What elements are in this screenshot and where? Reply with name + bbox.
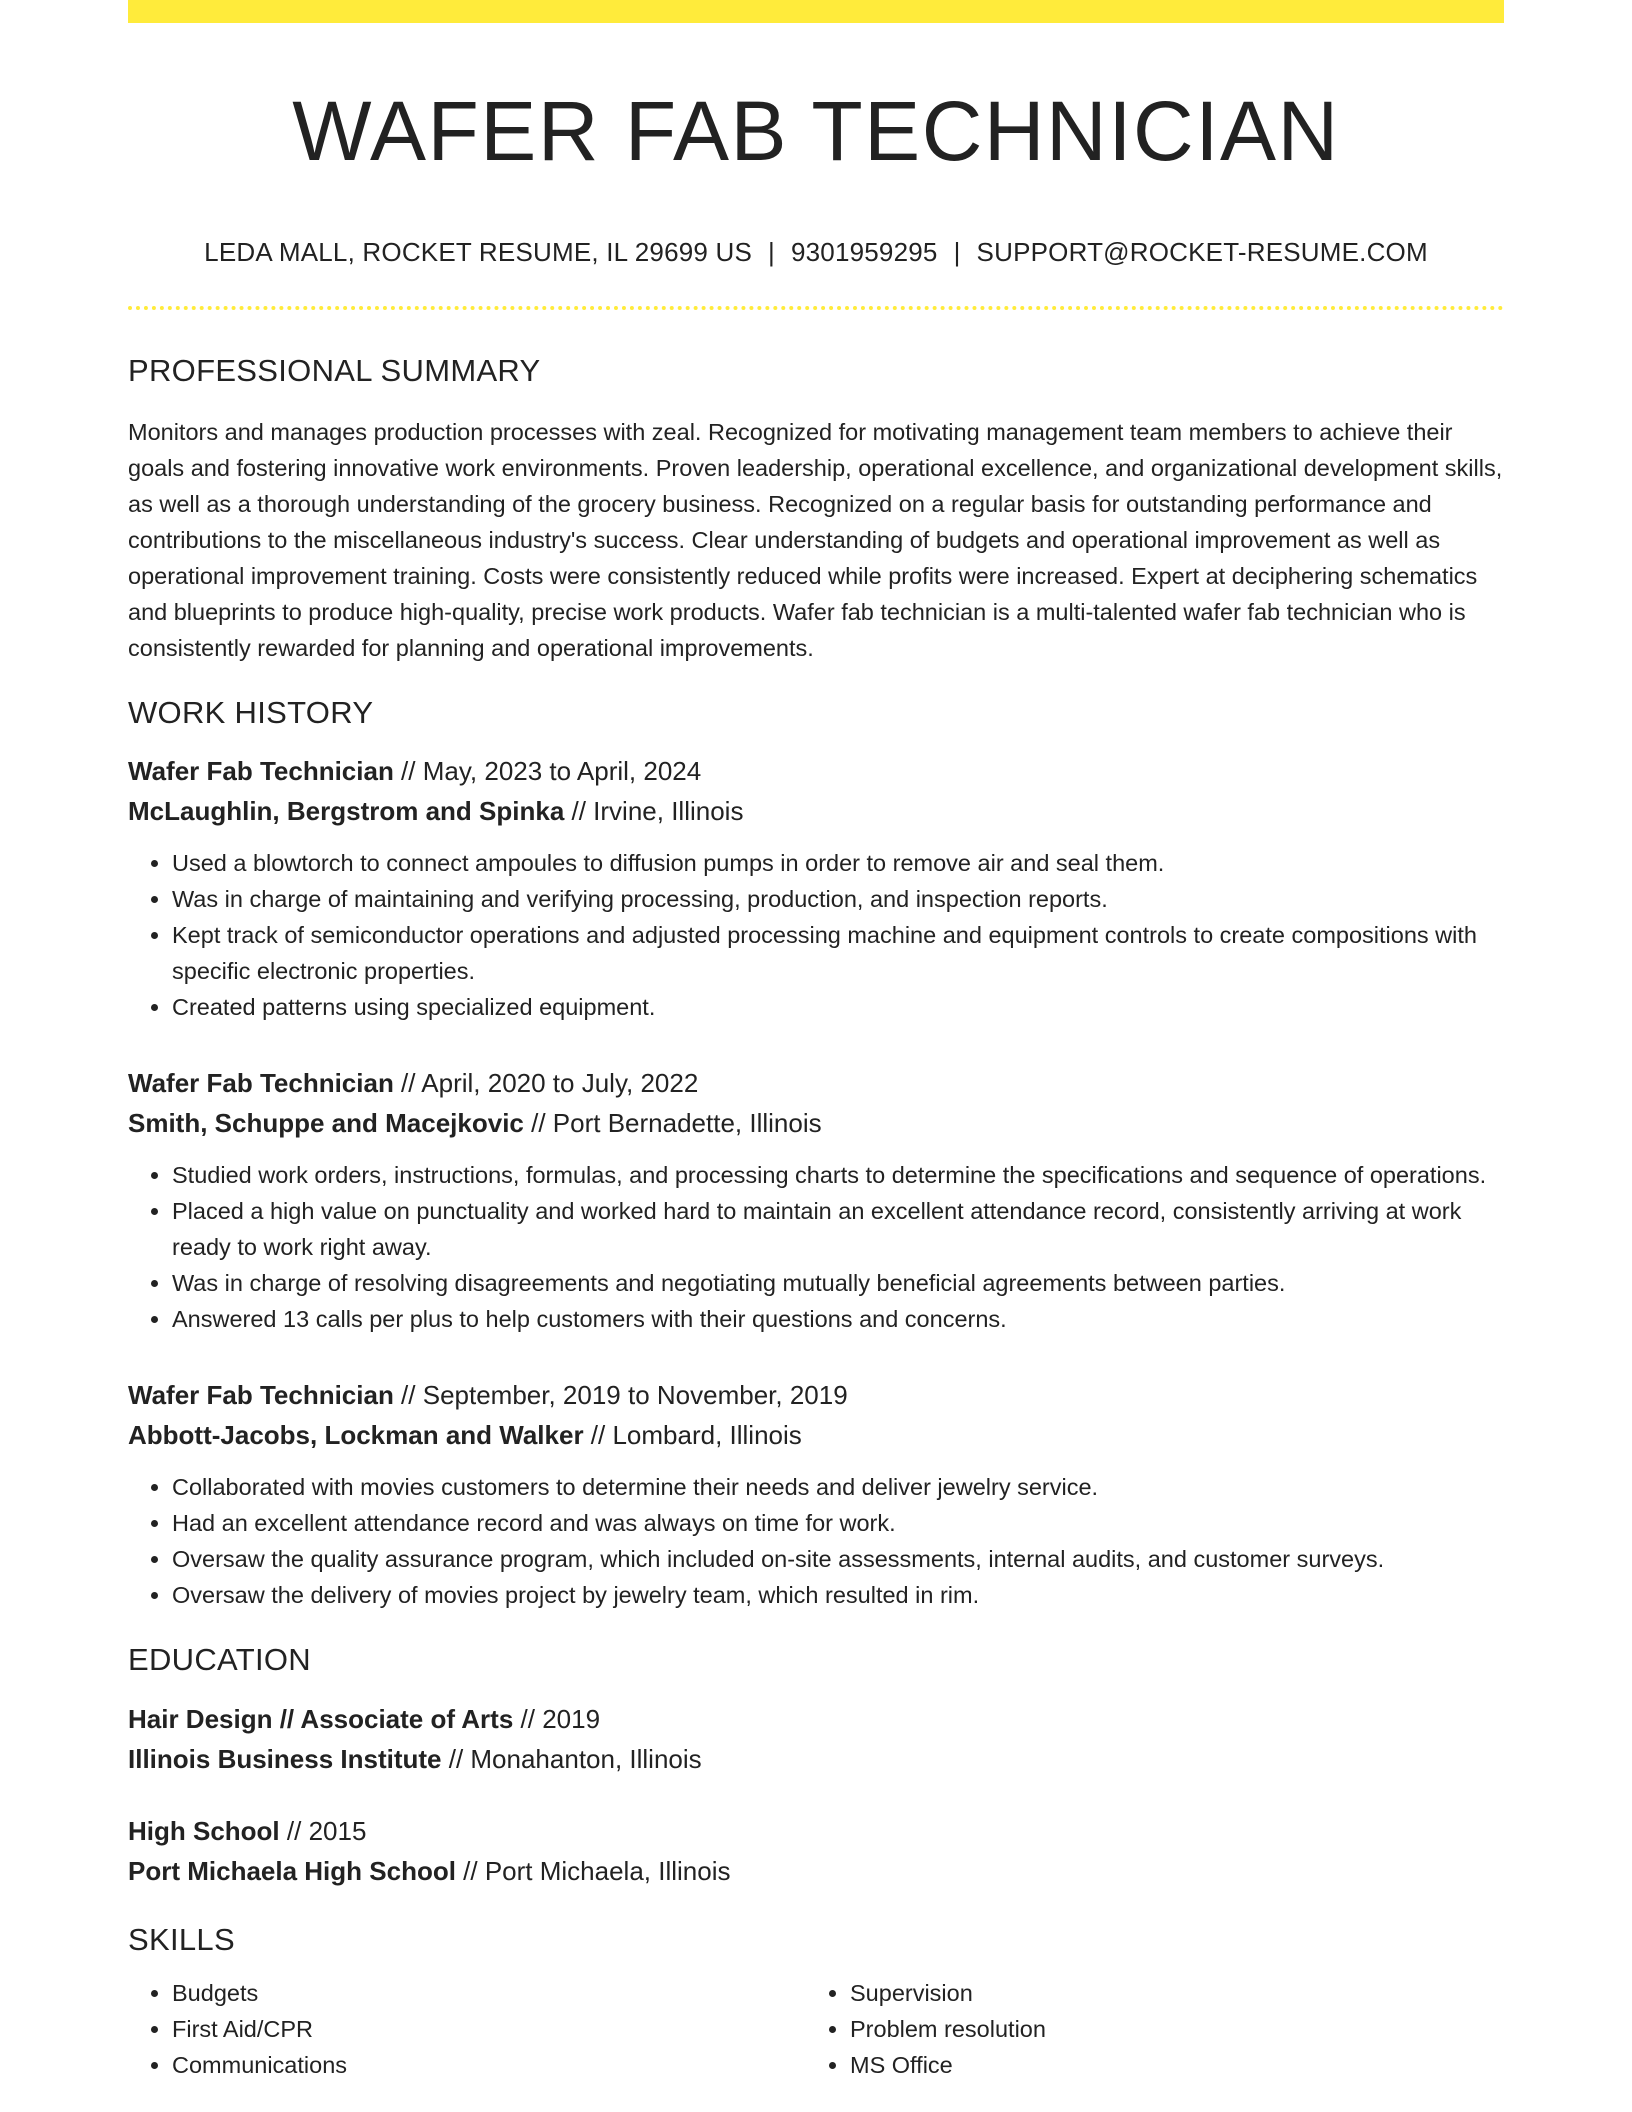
education-degree: Hair Design // Associate of Arts: [128, 1703, 514, 1734]
job-company-line: [128, 1415, 1504, 1455]
skills-grid: [128, 1975, 1504, 2083]
education-degree-line: [128, 1699, 1504, 1739]
job-company-line: [128, 1103, 1504, 1143]
job-bullet: • Created patterns using specialized equipment.: [172, 989, 1504, 1025]
education-school-line: [128, 1851, 1504, 1891]
job-entry: [128, 1063, 1504, 1337]
job-location: // Irvine, Illinois: [564, 795, 744, 826]
job-location: // Port Bernadette, Illinois: [523, 1107, 822, 1138]
skills-list-right: [806, 1975, 1484, 2083]
job-title-line: [128, 751, 1504, 791]
job-location: // Lombard, Illinois: [583, 1419, 802, 1450]
contact-separator: |: [768, 237, 775, 268]
skills-heading: SKILLS: [128, 1921, 235, 1957]
job-bullets: [128, 845, 1504, 1025]
job-dates: // April, 2020 to July, 2022: [393, 1067, 699, 1098]
job-bullet: • Oversaw the quality assurance program, which included on-site assessments, internal audits, and customer surveys.: [172, 1541, 1504, 1577]
job-title-line: [128, 1375, 1504, 1415]
education-school: Port Michaela High School: [128, 1855, 456, 1886]
education-year: // 2019: [513, 1703, 601, 1734]
job-dates: // September, 2019 to November, 2019: [393, 1379, 848, 1410]
job-bullets: [128, 1157, 1504, 1337]
top-accent-bar: [128, 0, 1504, 23]
contact-separator: |: [953, 237, 961, 268]
job-bullet: • Was in charge of maintaining and verifying processing, production, and inspection reports.: [172, 881, 1504, 917]
job-dates: // May, 2023 to April, 2024: [393, 755, 702, 786]
header-divider: [128, 306, 1504, 310]
job-title-line: [128, 1063, 1504, 1103]
job-bullet: • Was in charge of resolving disagreements and negotiating mutually beneficial agreements between parties.: [172, 1265, 1504, 1301]
resume-title: WAFER FAB TECHNICIAN: [292, 84, 1340, 178]
skill-item: • First Aid/CPR: [172, 2011, 806, 2047]
skill-item: • Problem resolution: [850, 2011, 1484, 2047]
job-bullet: • Answered 13 calls per plus to help customers with their questions and concerns.: [172, 1301, 1504, 1337]
summary-text: Monitors and manages production processes with zeal. Recognized for motivating management team members to achieve their goals and fostering innovative work environments. Proven leadership, operational excellence, and organizational development skills, as well as a thorough understanding of the grocery business. Recognized on a regular basis for outstanding performance and contributions to the miscellaneous industry's success. Clear understanding of budgets and operational improvement as well as operational improvement training. Costs were consistently reduced while profits were increased. Expert at deciphering schematics and blueprints to produce high-quality, precise work products. Wafer fab technician is a multi-talented wafer fab technician who is consistently rewarded for planning and operational improvements.: [128, 419, 1503, 662]
education-entry: [128, 1699, 1504, 1779]
skills-list-left: [128, 1975, 806, 2083]
skill-item: • Communications: [172, 2047, 806, 2083]
job-entry: [128, 1375, 1504, 1613]
job-title: Wafer Fab Technician: [128, 1379, 394, 1410]
education-degree: High School: [128, 1815, 280, 1846]
job-bullet: • Kept track of semiconductor operations and adjusted processing machine and equipment controls to create compositions with specific electronic properties.: [172, 917, 1504, 989]
job-bullet: • Studied work orders, instructions, formulas, and processing charts to determine the specifications and sequence of operations.: [172, 1157, 1504, 1193]
job-company: Smith, Schuppe and Macejkovic: [128, 1107, 524, 1138]
skill-item: • MS Office: [850, 2047, 1484, 2083]
contact-email[interactable]: SUPPORT@ROCKET-RESUME.COM: [976, 237, 1428, 268]
education-degree-line: [128, 1811, 1504, 1851]
skill-item: • Budgets: [172, 1975, 806, 2011]
job-entry: [128, 751, 1504, 1025]
education-school-line: [128, 1739, 1504, 1779]
job-bullets: [128, 1469, 1504, 1613]
job-bullet: • Used a blowtorch to connect ampoules to diffusion pumps in order to remove air and seal them.: [172, 845, 1504, 881]
resume-page: [128, 0, 1504, 2083]
job-company-line: [128, 791, 1504, 831]
job-bullet: • Oversaw the delivery of movies project by jewelry team, which resulted in rim.: [172, 1577, 1504, 1613]
education-location: // Port Michaela, Illinois: [455, 1855, 731, 1886]
contact-phone: 9301959295: [790, 237, 938, 268]
summary-heading: PROFESSIONAL SUMMARY: [128, 353, 541, 389]
education-school: Illinois Business Institute: [128, 1743, 442, 1774]
job-bullet: • Placed a high value on punctuality and worked hard to maintain an excellent attendance record, consistently arriving at work ready to work right away.: [172, 1193, 1504, 1265]
education-location: // Monahanton, Illinois: [441, 1743, 702, 1774]
education-year: // 2015: [279, 1815, 367, 1846]
job-title: Wafer Fab Technician: [128, 1067, 394, 1098]
education-heading: EDUCATION: [128, 1641, 311, 1677]
job-bullet: • Had an excellent attendance record and was always on time for work.: [172, 1505, 1504, 1541]
work-history-heading: WORK HISTORY: [128, 695, 374, 731]
contact-address: LEDA MALL, ROCKET RESUME, IL 29699 US: [204, 237, 752, 268]
contact-line: [128, 237, 1504, 268]
job-company: McLaughlin, Bergstrom and Spinka: [128, 795, 565, 826]
job-bullet: • Collaborated with movies customers to determine their needs and deliver jewelry service.: [172, 1469, 1504, 1505]
education-entry: [128, 1811, 1504, 1891]
job-company: Abbott-Jacobs, Lockman and Walker: [128, 1419, 584, 1450]
job-title: Wafer Fab Technician: [128, 755, 394, 786]
skill-item: • Supervision: [850, 1975, 1484, 2011]
